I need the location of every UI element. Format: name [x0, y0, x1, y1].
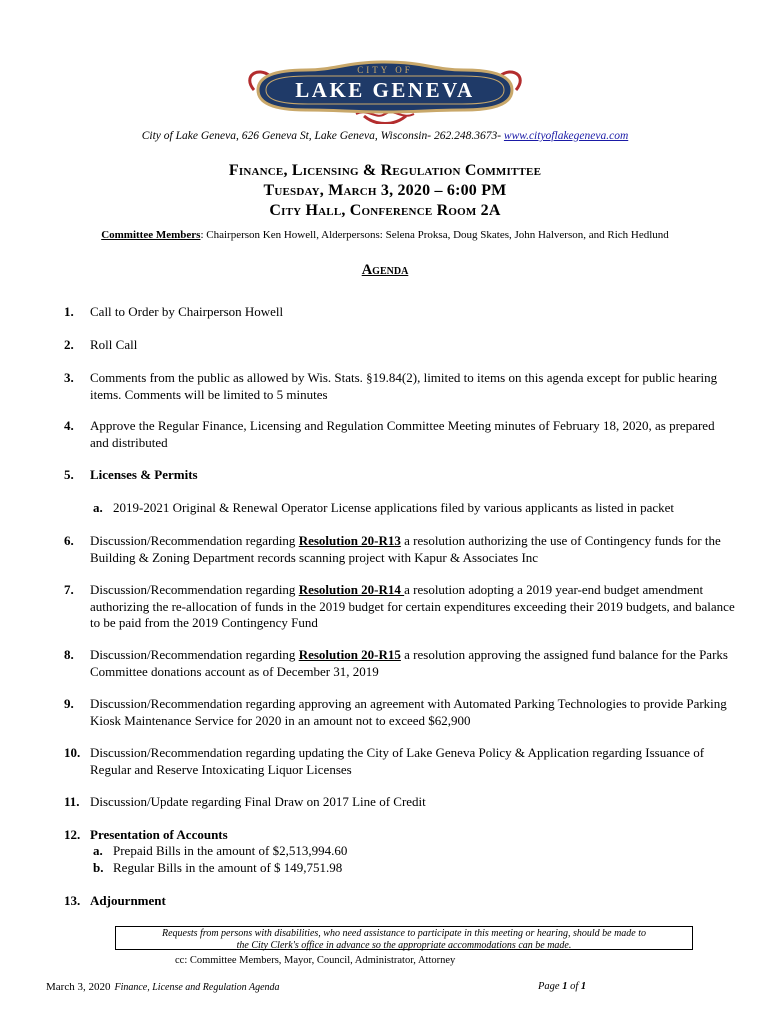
- agenda-item: 2. Roll Call: [64, 337, 138, 352]
- address-line: City of Lake Geneva, 626 Geneva St, Lake Geneva, Wisconsin- 262.248.3673- www.cityoflakegeneva.com: [141, 130, 629, 142]
- committee-title: Finance, Licensing & Regulation Committee: [228, 162, 542, 179]
- meeting-location: City Hall, Conference Room 2A: [269, 202, 501, 219]
- committee-members: Committee Members: Chairperson Ken Howell, Alderpersons: Selena Proksa, Doug Skates, John Halverson, and Rich Hedlund: [101, 229, 669, 241]
- agenda-subitem: b. Regular Bills in the amount of $ 149,751.98: [93, 860, 343, 875]
- agenda-item: 13. Adjournment: [64, 893, 166, 908]
- agenda-item: 5. Licenses & Permits: [64, 467, 198, 482]
- agenda-item: 1. Call to Order by Chairperson Howell: [64, 304, 284, 319]
- meeting-date: Tuesday, March 3, 2020 – 6:00 PM: [263, 182, 507, 199]
- agenda-item: 11. Discussion/Update regarding Final Draw on 2017 Line of Credit: [64, 794, 426, 809]
- agenda-item: 6. Discussion/Recommendation regarding Resolution 20-R13 a resolution authorizing the use of Contingency funds for the Building & Zoning Department records scanning project with Kapur & Associates Inc: [64, 533, 721, 565]
- agenda-item: 8. Discussion/Recommendation regarding Resolution 20-R15 a resolution approving the assigned fund balance for the Parks Committee donations account as of December 31, 2019: [64, 647, 728, 679]
- agenda-item: 12. Presentation of Accounts: [64, 827, 228, 842]
- resolution-20-r13: Resolution 20-R13: [298, 533, 401, 548]
- agenda-subitem: a. 2019-2021 Original & Renewal Operator License applications filed by various applicants as listed in packet: [93, 500, 675, 515]
- city-logo: [236, 56, 534, 124]
- agenda-subitem: a. Prepaid Bills in the amount of $2,513,994.60: [93, 843, 348, 858]
- resolution-20-r14: Resolution 20-R14: [298, 582, 405, 597]
- svg-text:LAKE GENEVA: LAKE GENEVA: [295, 78, 475, 102]
- resolution-20-r15: Resolution 20-R15: [298, 647, 401, 662]
- city-website-link[interactable]: www.cityoflakegeneva.com: [503, 130, 629, 142]
- agenda-item: 9. Discussion/Recommendation regarding approving an agreement with Automated Parking Technologies to provide Parking Kiosk Maintenance Service for 2020 in an amount not to exceed $62,900: [64, 696, 727, 728]
- agenda-item: 7. Discussion/Recommendation regarding Resolution 20-R14 a resolution adopting a 2019 year-end budget amendment authorizing the re-allocation of funds in the 2019 budget for certain expenditures exceeding their 2019 budgets, and balance to be paid from the 2019 Contingency Fund: [64, 582, 735, 630]
- city-logo-icon: [236, 56, 534, 124]
- page-number: Page 1 of 1: [538, 981, 587, 992]
- footer-date: March 3, 2020 Finance, License and Regulation Agenda: [46, 981, 280, 993]
- accessibility-notice: Requests from persons with disabilities, who need assistance to participate in this meeting or hearing, should be made to the City Clerk's office in advance so the appropriate accommodations can be made.: [115, 926, 693, 950]
- agenda-item: 4. Approve the Regular Finance, Licensing and Regulation Committee Meeting minutes of February 18, 2020, as prepared and distributed: [64, 418, 715, 450]
- agenda-item: 10. Discussion/Recommendation regarding updating the City of Lake Geneva Policy & Application regarding Issuance of Regular and Reserve Intoxicating Liquor Licenses: [64, 745, 705, 777]
- agenda-item: 3. Comments from the public as allowed by Wis. Stats. §19.84(2), limited to items on this agenda except for public hearing items. Comments will be limited to 5 minutes: [64, 370, 718, 402]
- svg-text:CITY OF: CITY OF: [357, 65, 413, 75]
- cc-line: cc: Committee Members, Mayor, Council, Administrator, Attorney: [175, 955, 456, 966]
- agenda-heading: Agenda: [361, 262, 409, 278]
